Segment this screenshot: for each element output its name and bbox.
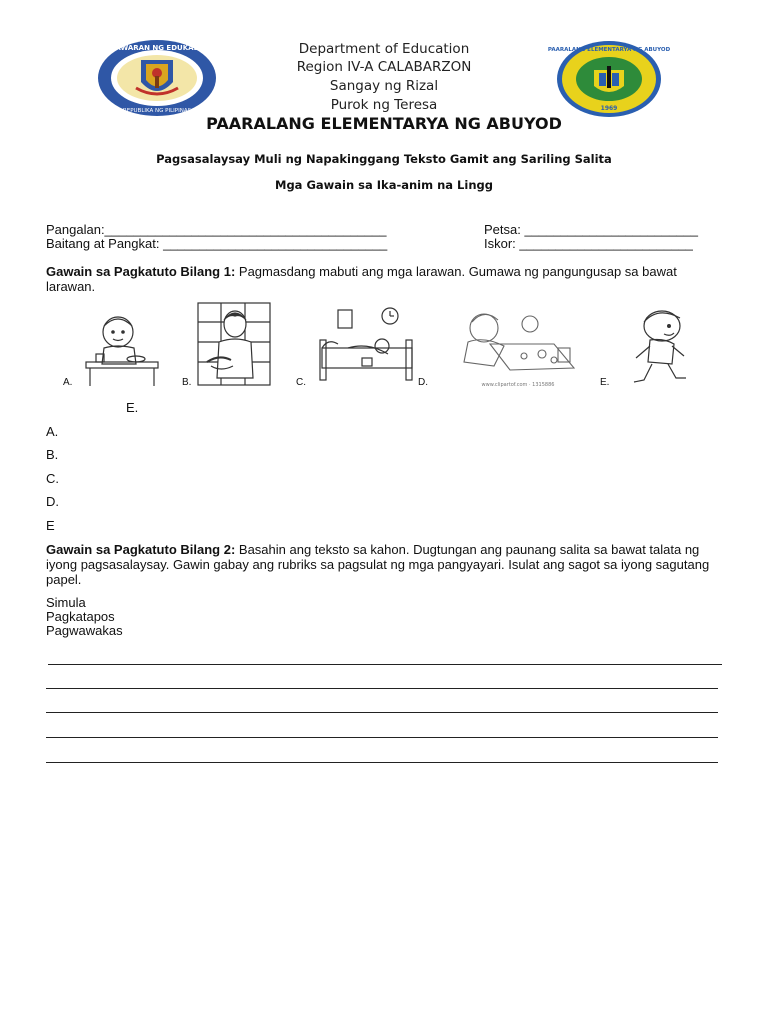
part-middle: Pagkatapos [46, 609, 115, 624]
picture-b-label: B. [182, 377, 192, 388]
picture-e-walking-boy [614, 306, 704, 388]
writing-line[interactable] [46, 688, 718, 689]
activity-2-text: Basahin ang teksto sa kahon. Dugtungan ang paunang salita sa bawat talata ng iyong pagsasalaysay. Gawin gabay ang rubriks sa pagsulat ng mga pangyayari. Isulat ang sagot sa iyong sagutang papel. [46, 542, 710, 587]
header-line-2: Region IV-A CALABARZON [296, 59, 472, 75]
picture-a-label: A. [63, 377, 73, 388]
activity-2-instructions [46, 542, 726, 587]
activity-1-text: Pagmasdang mabuti ang mga larawan. Gumawa ng pangungusap sa bawat larawan. [46, 264, 677, 294]
svg-text:REPUBLIKA NG PILIPINAS: REPUBLIKA NG PILIPINAS [122, 108, 192, 114]
picture-e-label: E. [600, 377, 610, 388]
lesson-subtitle: Pagsasalaysay Muli ng Napakinggang Teksto Gamit ang Sariling Salita [156, 152, 612, 166]
picture-d-child-with-toys [454, 306, 584, 390]
activity-1-instructions [46, 264, 726, 294]
score-field[interactable]: Iskor: ________________________ [484, 236, 693, 251]
answer-b: B. [46, 447, 59, 462]
picture-b-child-washing [197, 302, 271, 386]
stray-label-e: E. [126, 400, 139, 415]
writing-line[interactable] [48, 664, 722, 665]
svg-text:1969: 1969 [600, 105, 618, 112]
writing-line[interactable] [46, 712, 718, 713]
header-line-1: Department of Education [298, 41, 470, 57]
activity-1-title: Gawain sa Pagkatuto Bilang 1: [46, 264, 236, 279]
answer-d: D. [46, 494, 59, 509]
header-line-3: Sangay ng Rizal [329, 78, 439, 94]
picture-c-label: C. [296, 377, 306, 388]
answer-a: A. [46, 424, 59, 439]
svg-text:www.clipartof.com · 1315886: www.clipartof.com · 1315886 [481, 382, 555, 388]
picture-a-child-eating [80, 308, 162, 388]
answer-e: E [46, 518, 55, 533]
part-ending: Pagwawakas [46, 623, 123, 638]
header-line-4: Purok ng Teresa [330, 97, 438, 113]
writing-line[interactable] [46, 737, 718, 738]
activity-2-title: Gawain sa Pagkatuto Bilang 2: [46, 542, 236, 557]
part-beginning: Simula [46, 595, 86, 610]
picture-d-label: D. [418, 377, 428, 388]
school-name: PAARALANG ELEMENTARYA NG ABUYOD [206, 114, 562, 133]
week-title: Mga Gawain sa Ika-anim na Lingg [275, 178, 493, 192]
date-field[interactable]: Petsa: ________________________ [484, 222, 698, 237]
picture-c-child-in-bed [318, 304, 416, 386]
answer-c: C. [46, 471, 59, 486]
svg-text:KAGAWARAN NG EDUKASYON: KAGAWARAN NG EDUKASYON [98, 44, 216, 52]
svg-text:PAARALANG ELEMENTARYA NG ABUYO: PAARALANG ELEMENTARYA NG ABUYOD [547, 47, 671, 53]
writing-line[interactable] [46, 762, 718, 763]
name-field[interactable]: Pangalan:_______________________________________ [46, 222, 387, 237]
grade-section-field[interactable]: Baitang at Pangkat: _______________________________ [46, 236, 388, 251]
